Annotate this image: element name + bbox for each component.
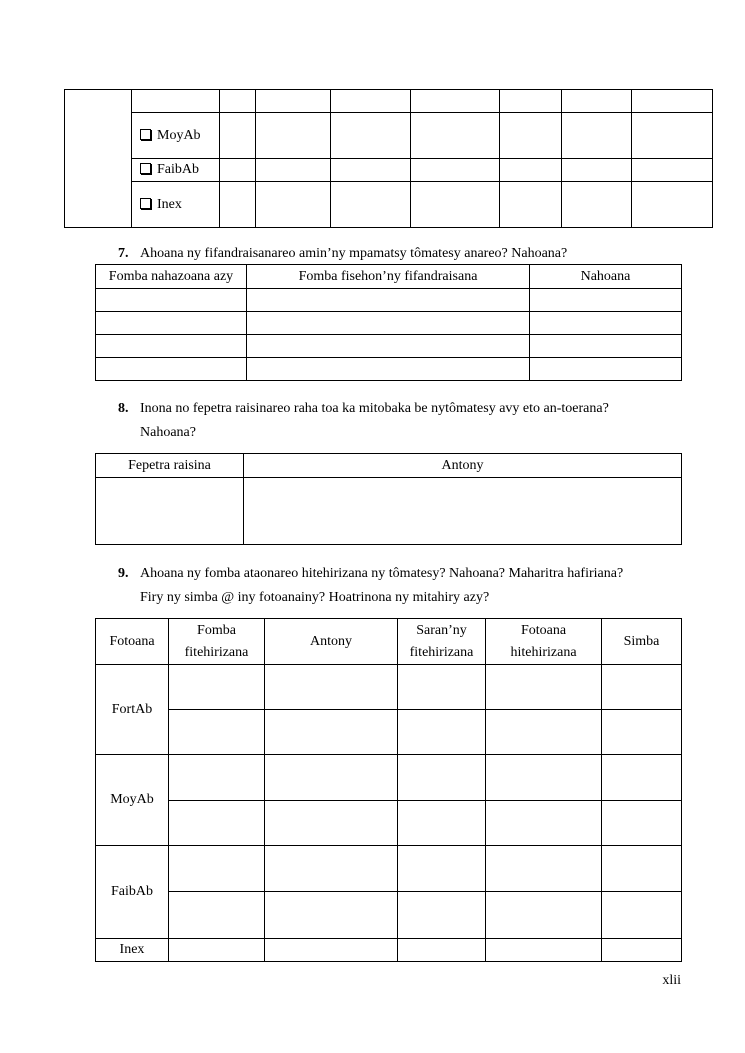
column-header: Fotoana hitehirizana (486, 619, 602, 665)
question-number: 9. (118, 566, 129, 581)
question-text-continued: Firy ny simba @ iny fotoanainy? Hoatrinona ny mitahiry azy? (140, 590, 490, 605)
column-header: Fotoana (96, 619, 169, 665)
question-number: 7. (118, 246, 129, 261)
question-text-continued: Nahoana? (140, 425, 196, 440)
column-header: Fomba nahazoana azy (96, 265, 247, 289)
column-header: Antony (244, 454, 682, 478)
q8-table (95, 453, 682, 545)
checkbox-icon[interactable] (140, 163, 151, 174)
column-header: Nahoana (530, 265, 682, 289)
question-9 (118, 562, 681, 610)
column-header: Simba (602, 619, 682, 665)
top-table-row-label (132, 90, 220, 113)
question-number: 8. (118, 401, 129, 416)
row-group-label: MoyAb (96, 755, 169, 846)
question-text: Ahoana ny fifandraisanareo amin’ny mpamatsy tômatesy anareo? Nahoana? (140, 246, 568, 261)
checkbox-icon[interactable] (140, 129, 151, 140)
row-group-label: FortAb (96, 665, 169, 755)
column-header: Fepetra raisina (96, 454, 244, 478)
page-number: xlii (662, 973, 681, 988)
row-group-label: FaibAb (96, 846, 169, 939)
row-group-label: Inex (96, 939, 169, 962)
top-table-left-cell (65, 90, 132, 228)
question-8 (118, 397, 681, 445)
question-text: Inona no fepetra raisinareo raha toa ka mitobaka be nytômatesy avy eto an-toerana? (140, 401, 609, 416)
top-table-row-label: FaibAb (132, 159, 220, 182)
question-text: Ahoana ny fomba ataonareo hitehirizana ny tômatesy? Nahoana? Maharitra hafiriana? (140, 566, 624, 581)
column-header: Saran’ny fitehirizana (398, 619, 486, 665)
column-header: Antony (265, 619, 398, 665)
checkbox-icon[interactable] (140, 198, 151, 209)
top-table-row-label: MoyAb (132, 113, 220, 159)
column-header: Fomba fitehirizana (169, 619, 265, 665)
top-table-row-label: Inex (132, 182, 220, 228)
question-7 (118, 242, 681, 266)
q9-table (95, 618, 682, 962)
q7-table (95, 264, 682, 381)
top-table (64, 89, 713, 228)
column-header: Fomba fisehon’ny fifandraisana (247, 265, 530, 289)
